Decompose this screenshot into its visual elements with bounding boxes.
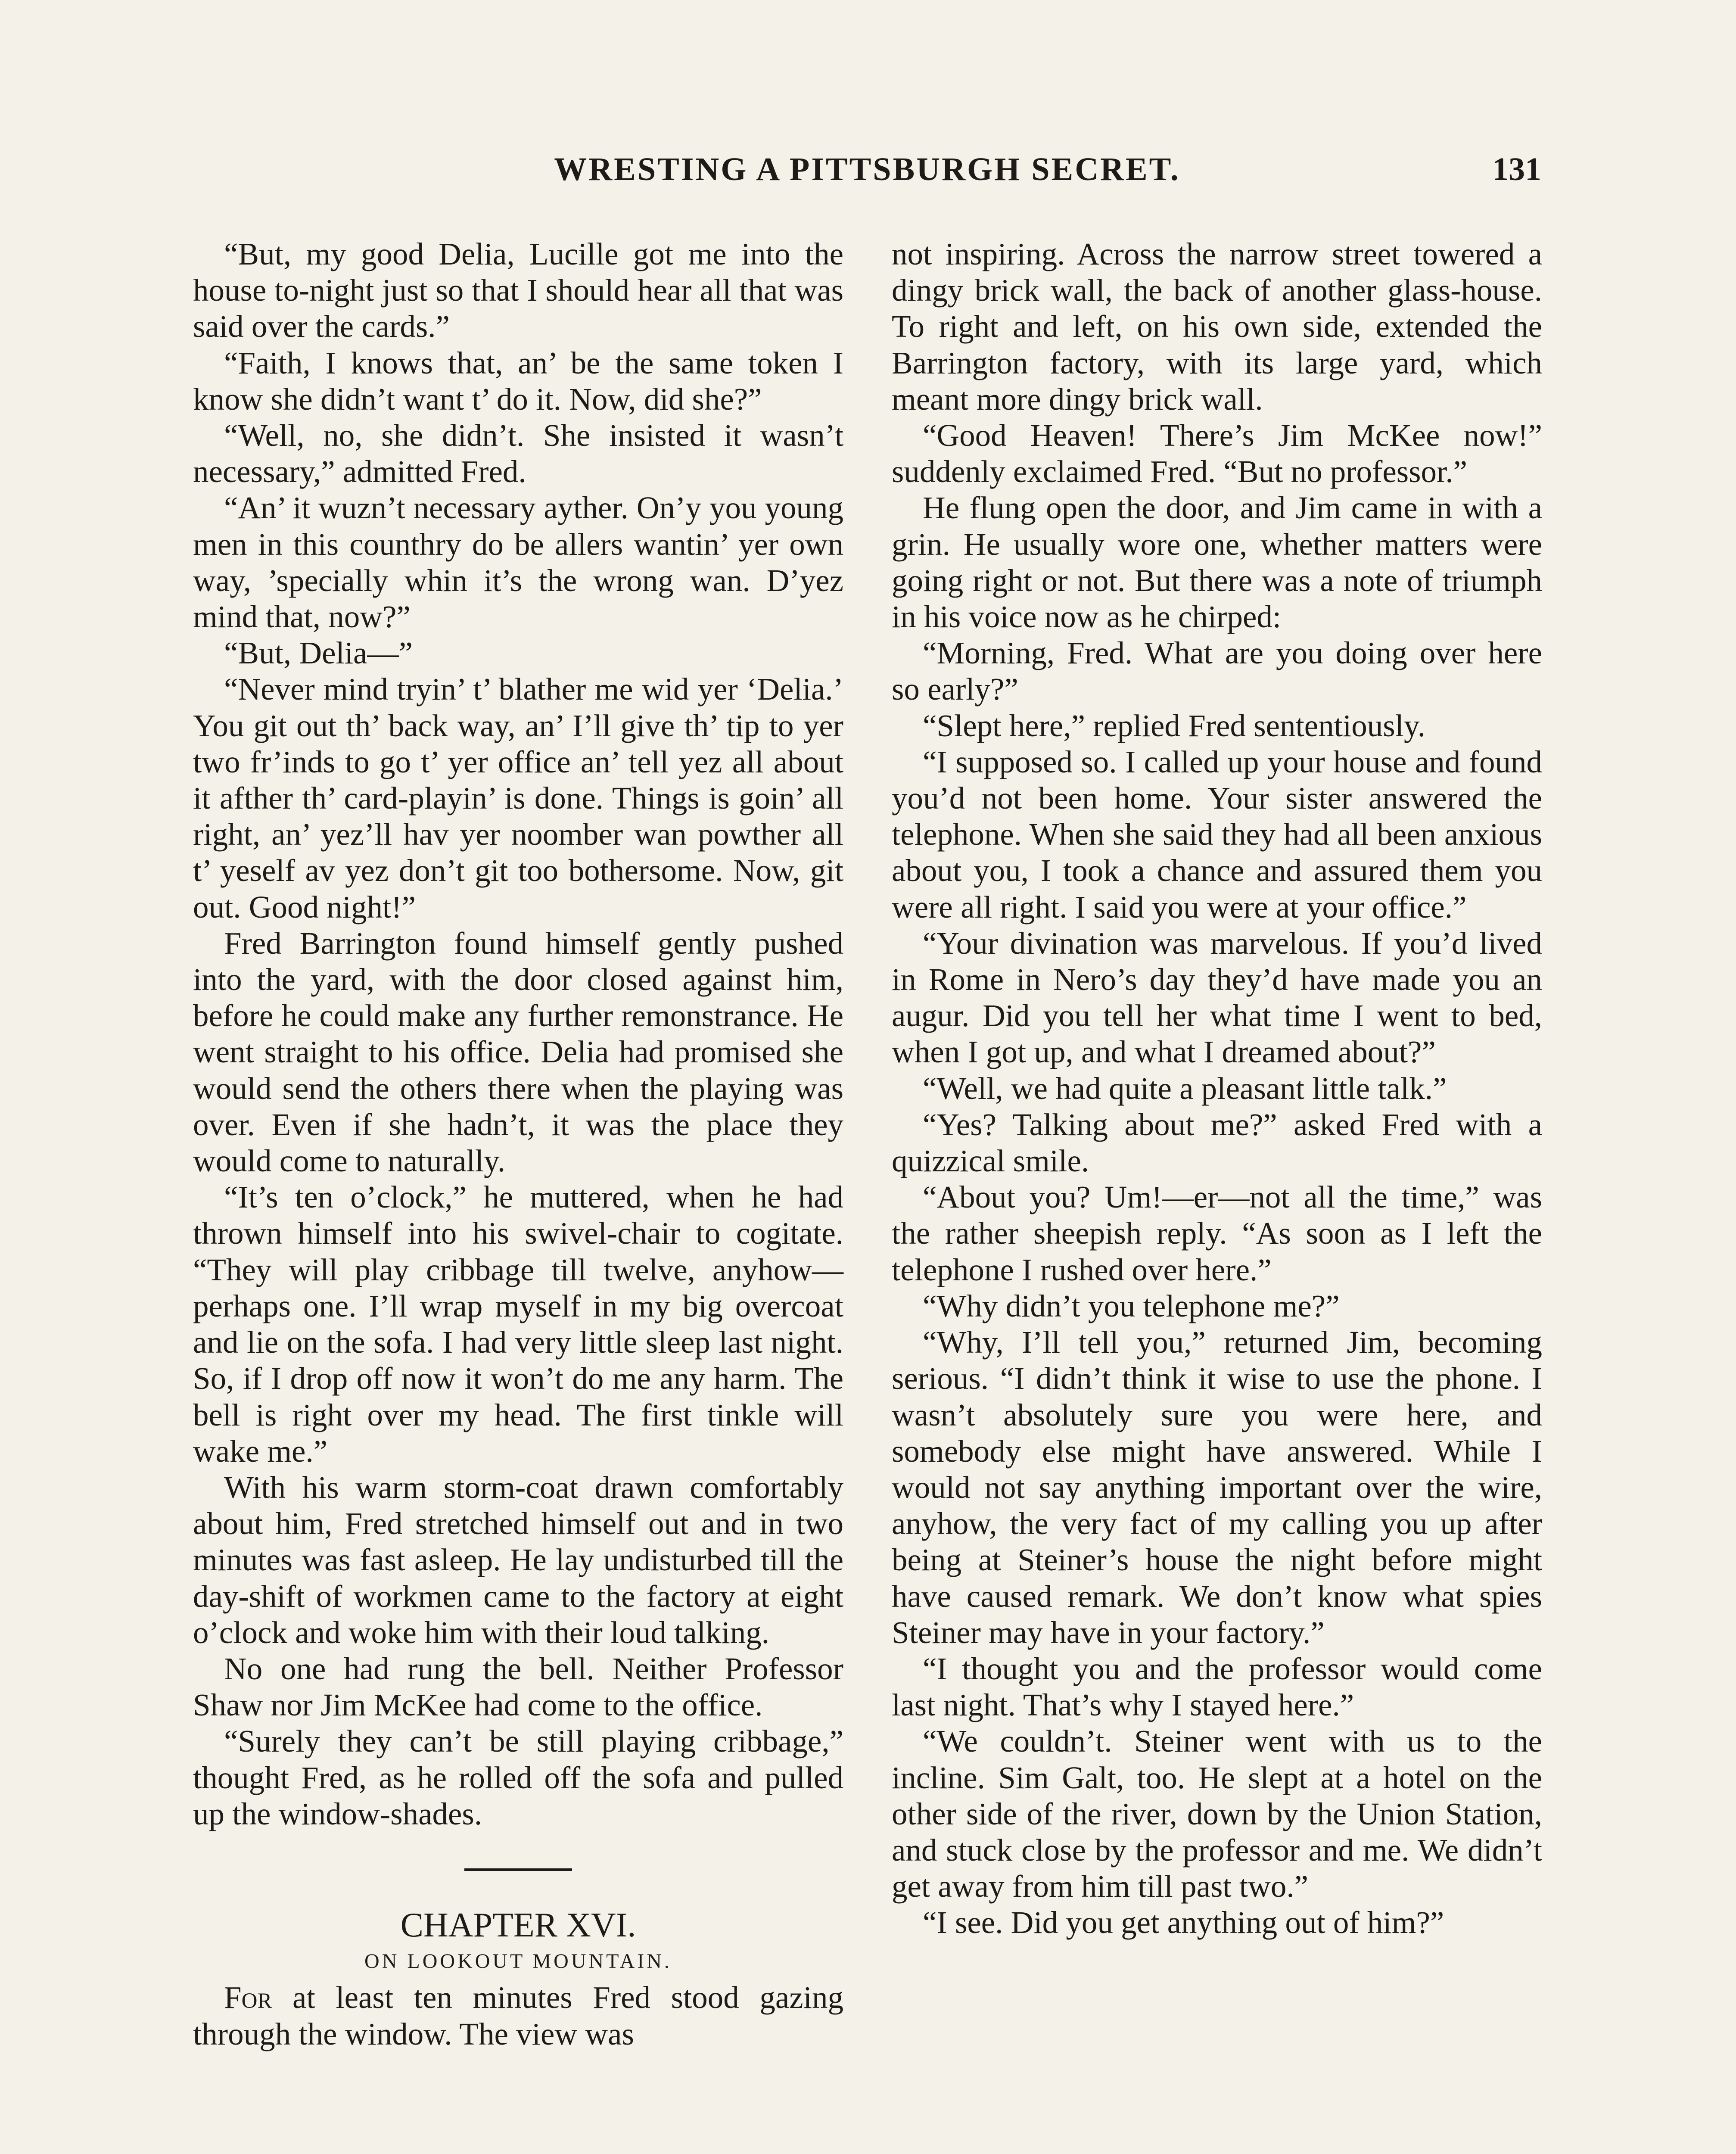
paragraph: “Morning, Fred. What are you doing over here so early?” — [892, 635, 1542, 707]
chapter-lead-text: at least ten minutes Fred stood gazing through the window. The view was — [193, 1980, 843, 2051]
paragraph: “I see. Did you get anything out of him?” — [923, 1905, 1444, 1940]
running-title: WRESTING A PITTSBURGH SECRET. — [554, 151, 1180, 187]
page-header — [193, 151, 1541, 202]
paragraph: “I thought you and the professor would come last night. That’s why I stayed here.” — [892, 1651, 1542, 1723]
paragraph: “Well, we had quite a pleasant little talk.” — [923, 1071, 1447, 1106]
paragraph: “Why, I’ll tell you,” returned Jim, becoming serious. “I didn’t think it wise to use the phone. I wasn’t absolutely sure you were here, and somebody else might have answered. While I would not say anything important over the wire, anyhow, the very fact of my calling you up after being at Steiner’s house the night before might have caused remark. We don’t know what spies Steiner may have in your factory.” — [892, 1325, 1542, 1650]
paragraph: “About you? Um!—er—not all the time,” was the rather sheepish reply. “As soon as I left the telephone I rushed over here.” — [892, 1180, 1542, 1287]
chapter-title: CHAPTER XVI. — [400, 1906, 636, 1944]
paragraph: “Surely they can’t be still playing cribbage,” thought Fred, as he rolled off the sofa and pulled up the window-shades. — [193, 1724, 843, 1831]
section-rule — [464, 1868, 572, 1871]
paragraph: “But, my good Delia, Lucille got me into the house to-night just so that I should hear all that was said over the cards.” — [193, 237, 843, 344]
paragraph: “Slept here,” replied Fred sententiously. — [923, 708, 1425, 743]
paragraph: “Good Heaven! There’s Jim McKee now!” suddenly exclaimed Fred. “But no professor.” — [892, 418, 1542, 489]
left-column — [193, 236, 843, 2052]
paragraph: not inspiring. Across the narrow street towered a dingy brick wall, the back of another glass-house. To right and left, on his own side, extended the Barrington factory, with its large yard, which meant more dingy brick wall. — [892, 237, 1542, 417]
paragraph: “Well, no, she didn’t. She insisted it wasn’t necessary,” admitted Fred. — [193, 418, 843, 489]
paragraph: “Never mind tryin’ t’ blather me wid yer ‘Delia.’ You git out th’ back way, an’ I’ll give th’ tip to yer two fr’inds to go t’ yer office an’ tell yez all about it afther th’ card-playin’ is done. Things is goin’ all right, an’ yez’ll hav yer noomber wan powther all t’ yeself av yez don’t git too bothersome. Now, git out. Good night!” — [193, 672, 843, 924]
right-column — [892, 236, 1542, 1941]
paragraph: “But, Delia—” — [224, 635, 413, 671]
paragraph: “Your divination was marvelous. If you’d lived in Rome in Nero’s day they’d have made you an augur. Did you tell her what time I went to bed, when I got up, and what I dreamed about?” — [892, 925, 1542, 1070]
paragraph: “It’s ten o’clock,” he muttered, when he had thrown himself into his swivel-chair to cogitate. “They will play cribbage till twelve, anyhow—perhaps one. I’ll wrap myself in my big overcoat and lie on the sofa. I had very little sleep last night. So, if I drop off now it won’t do me any harm. The bell is right over my head. The first tinkle will wake me.” — [193, 1180, 843, 1469]
paragraph: “Why didn’t you telephone me?” — [923, 1288, 1340, 1323]
paragraph: “Faith, I knows that, an’ be the same token I know she didn’t want t’ do it. Now, did she?” — [193, 345, 843, 417]
paragraph: “Yes? Talking about me?” asked Fred with a quizzical smile. — [892, 1107, 1542, 1179]
paragraph: He flung open the door, and Jim came in with a grin. He usually wore one, whether matters were going right or not. But there was a note of triumph in his voice now as he chirped: — [892, 490, 1542, 635]
paragraph: “We couldn’t. Steiner went with us to the incline. Sim Galt, too. He slept at a hotel on the other side of the river, down by the Union Station, and stuck close by the professor and me. We didn’t get away from him till past two.” — [892, 1724, 1542, 1904]
paragraph: “I supposed so. I called up your house and found you’d not been home. Your sister answered the telephone. When she said they had all been anxious about you, I took a chance and assured them you were all right. I said you were at your office.” — [892, 744, 1542, 924]
chapter-lead-word: For — [224, 1980, 272, 2015]
paragraph: No one had rung the bell. Neither Professor Shaw nor Jim McKee had come to the office. — [193, 1651, 843, 1723]
page-number: 131 — [1492, 151, 1541, 187]
chapter-subtitle: ON LOOKOUT MOUNTAIN. — [364, 1950, 672, 1973]
paragraph: “An’ it wuzn’t necessary ayther. On’y you young men in this counthry do be allers wantin’ yer own way, ’specially whin it’s the wrong wan. D’yez mind that, now?” — [193, 490, 843, 635]
paragraph: With his warm storm-coat drawn comfortably about him, Fred stretched himself out and in two minutes was fast asleep. He lay undisturbed till the day-shift of workmen came to the factory at eight o’clock and woke him with their loud talking. — [193, 1469, 843, 1650]
paragraph: Fred Barrington found himself gently pushed into the yard, with the door closed against him, before he could make any further remonstrance. He went straight to his office. Delia had promised she would send the others there when the playing was over. Even if she hadn’t, it was the place they would come to naturally. — [193, 925, 843, 1179]
chapter-opening-paragraph — [193, 1980, 843, 2052]
